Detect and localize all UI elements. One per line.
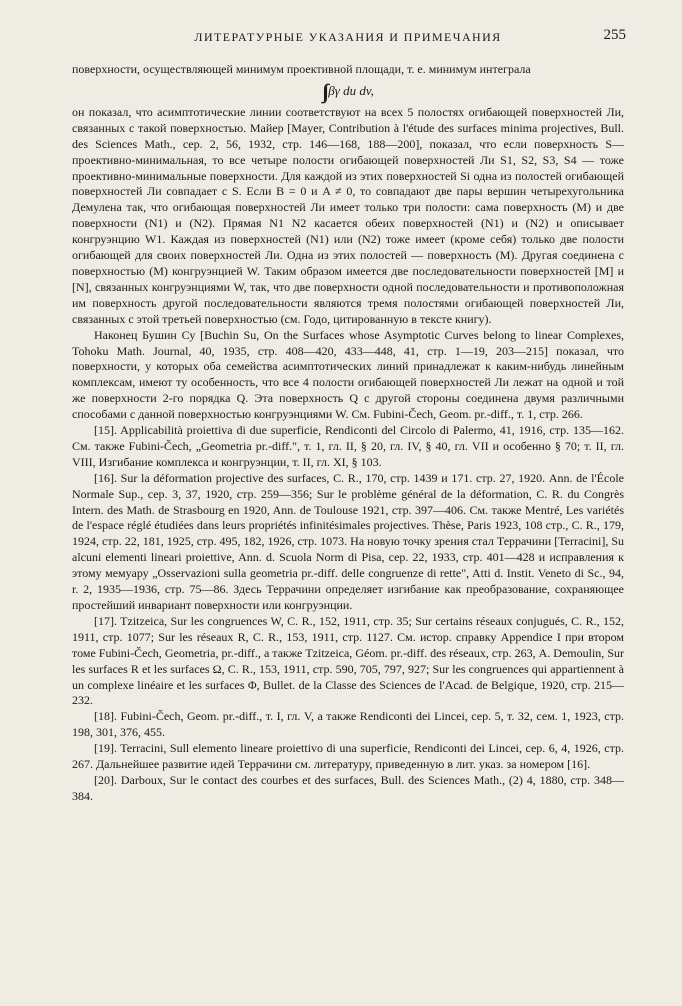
- running-title: ЛИТЕРАТУРНЫЕ УКАЗАНИЯ И ПРИМЕЧАНИЯ: [194, 30, 502, 44]
- note-17: [17]. Tzitzeica, Sur les congruences W, C. R., 152, 1911, стр. 35; Sur certains réseaux conjugués, C. R., 152, 1911, стр. 1077; Sur les réseaux R, C. R., 153, 1911, стр. 1127. См. истор. справку Appendice I при втором томе Fubini-Čech, Geometria, pr.-diff., а также Tzitzeica, Géom. pr.-diff. des réseaux, стр. 263, A. Demoulin, Sur les surfaces R et les surfaces Ω, C. R., 153, 1911, стр. 590, 705, 797, 927; Sur les congruences qui appartiennent à un complexe linéaire et les surfaces Φ, Bullet. de la Classe des Sciences de l'Acad. de Belgique, 1920, стр. 215—232.: [72, 613, 624, 708]
- note-15: [15]. Applicabilità proiettiva di due superficie, Rendiconti del Circolo di Palermo, 41, 1916, стр. 135—162. См. также Fubini-Čech, „Geometria pr.-diff.", т. 1, гл. II, § 20, гл. IV, § 40, гл. VII и особенно § 70; т. II, гл. VIII, Изгибание комплекса и конгруэнции, т. II, гл. XI, § 103.: [72, 423, 624, 469]
- note-20: [20]. Darboux, Sur le contact des courbes et des surfaces, Bull. des Sciences Math., (2) 4, 1880, стр. 348—384.: [72, 772, 624, 803]
- running-header: [72, 27, 626, 52]
- integral-formula: [72, 79, 624, 103]
- paragraph-buchin-su: Наконец Бушин Су [Buchin Su, On the Surfaces whose Asymptotic Curves belong to linear Complexes, Tohoku Math. Journal, 40, 1935, стр. 408—420, 433—448, 41, стр. 1—19, 203—215] показал, что поверхности, у которых оба семейства асимптотических линий принадлежат к каким-нибудь линейным комплексам, имеют ту особенность, что все 4 полости огибающей поверхностей Ли лежат на одной и той же поверхности 2-го порядка Q. Эта поверхность Q с другой стороны соединена двумя различными способами с данной поверхностью конгруэнциями W. См. Fubini-Čech, Geom. pr.-diff., т. 1, стр. 266.: [72, 327, 624, 422]
- note-16: [16]. Sur la déformation projective des surfaces, C. R., 170, стр. 1439 и 171. стр. 27, 1920. Ann. de l'École Normale Sup., сер. 3, 37, 1920, стр. 259—356; Sur le problème général de la déformation, C. R. du Congrès Intern. des Math. de Strasbourg en 1920, Ann. de Toulouse 1921, стр. 397—406. См. также Mentré, Les variétés de l'espace réglé étudiées dans leurs propriétés infinitésimales projectives. Thèse, Paris 1923, 108 стр., C. R., 179, 1924, стр. 22, 181, 1925, стр. 495, 182, 1926, стр. 1073. На новую точку зрения стал Террачини [Terracini], Su alcuni elementi lineari proiettive, Ann. d. Scuola Norm di Pisa, сер. 22, 1933, стр. 401—428 и исправления к этому мемуару „Osservazioni sulla geometria pr.-diff. delle congruenze di rette", Atti d. Instit. Veneto di Sc., 94, r. 2, 1935—1936, стр. 75—86. Здесь Террачини определяет изгибание как преобразование, сохраняющее простейший инвариант поверхности или конгруэнции.: [72, 470, 624, 612]
- double-integral-sign: ∫∫: [322, 80, 326, 103]
- paragraph-intro: поверхности, осуществляющей минимум проективной площади, т. е. минимум интеграла: [72, 62, 531, 76]
- page-body: [72, 62, 624, 805]
- formula-integrand: βγ du dv,: [328, 82, 374, 98]
- page-number: 255: [603, 27, 626, 43]
- paragraph-lie-surfaces: он показал, что асимптотические линии соответствуют на всех 5 полостях огибающей поверхностей Ли, связанных с такой поверхностью. Майер [Mayer, Contribution à l'étude des surfaces minima projectives, Bull. des Sciences Math., сер. 2, 56, 1932, стр. 146—168, 188—200], показал, что если поверхность S—проективно-минимальная, то все четыре полости огибающей поверхностей Ли S1, S2, S3, S4 — тоже проективно-минимальные поверхности. Для каждой из этих поверхностей Si одна из полостей огибающей поверхностей Ли совпадает с S. Если B = 0 и A ≠ 0, то совпадают две пары вершин четырехугольника Демулена так, что огибающая поверхностей Ли имеет только три полости: сама поверхность (M) и две поверхности (N1) и (N2). Прямая N1 N2 касается обеих поверхностей (N1) и (N2) и описывает конгруэнцию W1. Каждая из поверхностей (N1) или (N2) тоже имеет (кроме себя) только две полости огибающей для своих поверхностей Ли. Одна из этих полостей — поверхность (M). Другая соединена с поверхностью (M) конгруэнцией W. Таким образом имеется две последовательности поверхностей [M] и [N], связанных конгруэнциями W, так, что две поверхности одной последовательности и противоположная им поверхность другой последовательности являются тремя полостями огибающей поверхностей Ли, связанных с этой третьей поверхностью (см. Годо, цитированную в тексте книгу).: [72, 104, 624, 326]
- note-18: [18]. Fubini-Čech, Geom. pr.-diff., т. I, гл. V, а также Rendiconti dei Lincei, сер. 5, т. 32, сем. 1, 1923, стр. 198, 301, 376, 455.: [72, 709, 624, 740]
- note-19: [19]. Terracini, Sull elemento lineare proiettivo di una superficie, Rendiconti dei Lincei, сер. 6, 4, 1926, стр. 267. Дальнейшее развитие идей Террачини см. литературу, приведенную в лит. указ. за номером [16].: [72, 741, 624, 772]
